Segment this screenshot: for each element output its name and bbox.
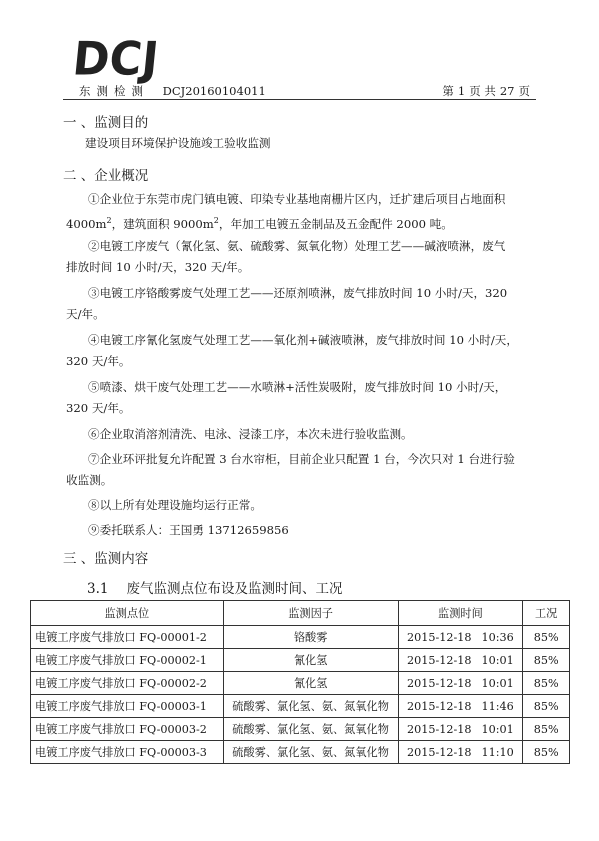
cell-clock: 11:46 — [481, 699, 514, 713]
item-3-line1: ③电镀工序铬酸雾废气处理工艺——还原剂喷淋，废气排放时间 10 小时/天，320 — [88, 286, 508, 300]
item-5-line2: 320 天/年。 — [66, 401, 131, 415]
item-2-line2: 排放时间 10 小时/天，320 天/年。 — [66, 260, 250, 274]
table-row — [31, 741, 570, 764]
sup-2: 2 — [106, 216, 112, 225]
subsection-number: 3.1 — [87, 581, 109, 597]
item-5-line1: ⑤喷漆、烘干废气处理工艺——水喷淋+活性炭吸附，废气排放时间 10 小时/天， — [88, 380, 507, 394]
cell-time — [398, 718, 523, 741]
cell-clock: 10:01 — [481, 676, 514, 690]
header-time: 监测时间 — [398, 601, 523, 626]
cell-condition: 85% — [523, 741, 570, 764]
table-row — [31, 695, 570, 718]
cell-condition: 85% — [523, 695, 570, 718]
cell-point: 电镀工序废气排放口 FQ-00002-2 — [31, 672, 224, 695]
section2-heading: 二 、企业概况 — [63, 168, 149, 184]
report-number: DCJ20160104011 — [162, 84, 266, 98]
page-total: 27 — [499, 84, 515, 98]
cell-factor: 氰化氢 — [223, 649, 398, 672]
item-7-line2: 收监测。 — [66, 473, 113, 487]
cell-time — [398, 741, 523, 764]
cell-point: 电镀工序废气排放口 FQ-00003-3 — [31, 741, 224, 764]
table-row — [31, 649, 570, 672]
company-name: 东测检测 — [79, 84, 149, 98]
cell-point: 电镀工序废气排放口 FQ-00001-2 — [31, 626, 224, 649]
header-condition: 工况 — [523, 601, 570, 626]
item-1-build: ，建筑面积 9000m — [111, 217, 214, 231]
cell-time — [398, 672, 523, 695]
page-counter — [440, 83, 532, 99]
item-6-line1: ⑥企业取消溶剂清洗、电泳、浸漆工序，本次未进行验收监测。 — [88, 427, 413, 441]
item-2-line1: ②电镀工序废气（氰化氢、氨、硫酸雾、氮氧化物）处理工艺——碱液喷淋，废气 — [88, 239, 506, 253]
cell-factor: 铬酸雾 — [223, 626, 398, 649]
cell-factor: 硫酸雾、氯化氢、氨、氮氧化物 — [223, 695, 398, 718]
item-4-line1: ④电镀工序氰化氢废气处理工艺——氧化剂+碱液喷淋，废气排放时间 10 小时/天， — [88, 333, 518, 347]
item-1-area: 4000m — [66, 217, 107, 231]
item-9-line1: ⑨委托联系人：王国勇 13712659856 — [88, 523, 289, 537]
table-row — [31, 718, 570, 741]
cell-date: 2015-12-18 — [407, 722, 472, 736]
cell-condition: 85% — [523, 649, 570, 672]
cell-point: 电镀工序废气排放口 FQ-00003-1 — [31, 695, 224, 718]
cell-clock: 10:36 — [481, 630, 514, 644]
cell-time — [398, 695, 523, 718]
subsection-text: 废气监测点位布设及监测时间、工况 — [126, 581, 343, 597]
cell-date: 2015-12-18 — [407, 676, 472, 690]
cell-factor: 硫酸雾、氯化氢、氨、氮氧化物 — [223, 718, 398, 741]
cell-condition: 85% — [523, 718, 570, 741]
cell-date: 2015-12-18 — [407, 630, 472, 644]
item-8-line1: ⑧以上所有处理设施均运行正常。 — [88, 498, 262, 512]
page-middle: 页 共 — [469, 84, 496, 98]
sup-2b: 2 — [213, 216, 219, 225]
subsection-title — [87, 577, 342, 597]
cell-date: 2015-12-18 — [407, 653, 472, 667]
cell-date: 2015-12-18 — [407, 699, 472, 713]
section1-heading: 一 、监测目的 — [63, 115, 149, 131]
header-factor: 监测因子 — [223, 601, 398, 626]
table-row — [31, 626, 570, 649]
cell-time — [398, 626, 523, 649]
header-point: 监测点位 — [31, 601, 224, 626]
cell-point: 电镀工序废气排放口 FQ-00003-2 — [31, 718, 224, 741]
item-1-line1: ①企业位于东莞市虎门镇电镀、印染专业基地南栅片区内，迁扩建后项目占地面积 — [88, 192, 506, 206]
cell-point: 电镀工序废气排放口 FQ-00002-1 — [31, 649, 224, 672]
monitoring-table — [30, 600, 570, 764]
item-3-line2: 天/年。 — [66, 307, 105, 321]
page-header — [63, 83, 536, 100]
cell-clock: 10:01 — [481, 653, 514, 667]
company-logo: DCJ — [70, 32, 161, 87]
cell-clock: 10:01 — [481, 722, 514, 736]
item-1-output: ，年加工电镀五金制品及五金配件 2000 吨。 — [218, 217, 453, 231]
cell-time — [398, 649, 523, 672]
cell-condition: 85% — [523, 672, 570, 695]
header-left — [79, 83, 266, 99]
section1-text: 建设项目环境保护设施竣工验收监测 — [85, 136, 271, 150]
page-prefix: 第 — [442, 84, 454, 98]
table-row — [31, 672, 570, 695]
section3-heading: 三 、监测内容 — [63, 551, 149, 567]
cell-clock: 11:10 — [481, 745, 514, 759]
item-7-line1: ⑦企业环评批复允许配置 3 台水帘柜，目前企业只配置 1 台，今次只对 1 台进行验 — [88, 452, 515, 466]
cell-date: 2015-12-18 — [407, 745, 472, 759]
item-1-line2 — [66, 210, 453, 235]
page-number: 1 — [457, 84, 466, 98]
cell-factor: 硫酸雾、氯化氢、氨、氮氧化物 — [223, 741, 398, 764]
item-4-line2: 320 天/年。 — [66, 354, 131, 368]
cell-factor: 氰化氢 — [223, 672, 398, 695]
table-header-row — [31, 601, 570, 626]
cell-condition: 85% — [523, 626, 570, 649]
page-suffix: 页 — [518, 84, 530, 98]
